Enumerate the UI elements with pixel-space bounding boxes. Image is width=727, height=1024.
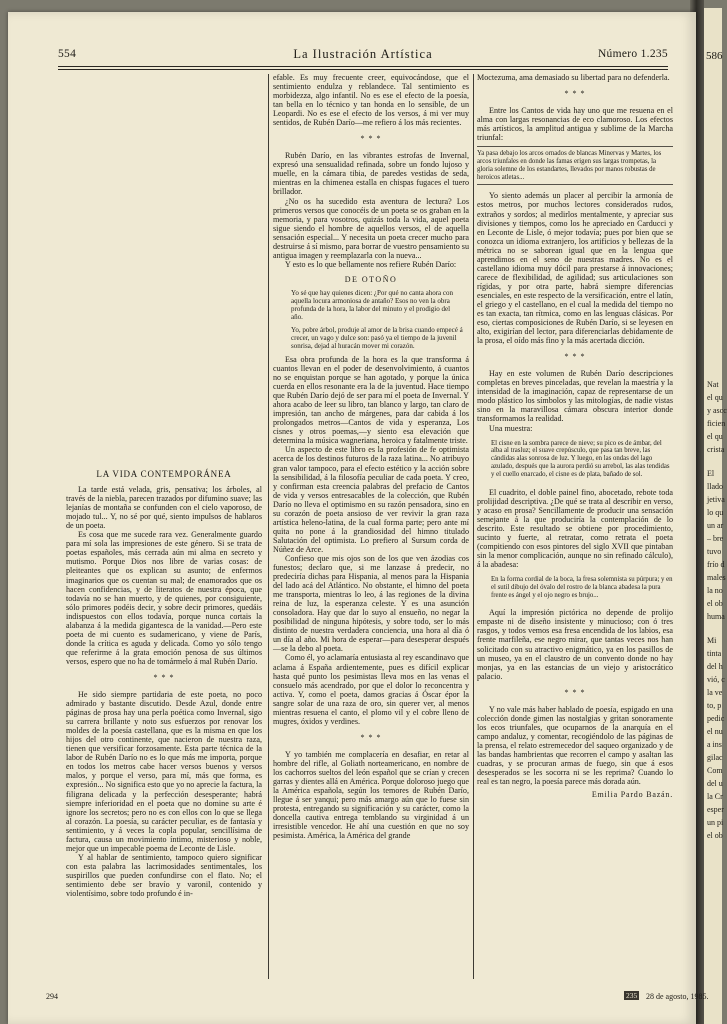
next-page-fragment: la no [707,586,723,595]
paragraph: Y no vale más haber hablado de poesía, espigado en una colección donde gimen las nostalgias y gritan sonoramente los ecos triunfales, que ocuparnos de la anarquía en el campo andaluz, y comentar, recogiéndolo de las páginas de la prensa, el relato estremecedor del saqueo organizado y de las bandas hambrientas que recorren el campo y asaltan las cuadras, y se procuran armas de fuego, sin que á esos desesperados se les socorra ni se les reprima? Cuando lo real es tan negro, la poesía parece más dorada aún. [477,704,673,787]
paragraph: ¿No os ha sucedido esta aventura de lectura? Los primeros versos que conocéis de un poeta se os graban en la memoria, y para vosotros, quizás toda la vida, aquel poeta sigue siendo el hombre de aquellos versos, el de aquella sensación especial... Y necesita un poeta crecer mucho para destruirse á sí mismo, para borrar de vuestro pensamiento su antigua imagen y reemplazarla con la nueva... [273,196,469,260]
verse-quote: Ya pasa debajo los arcos ornados de blancas Minervas y Martes, los arcos triunfales en donde las famas erigen sus largas trompetas, la gloria solemne de los estandartes, llevados por manos robustas de heroicos atletas... [477,146,673,185]
next-page-fragment: del h [707,662,723,671]
next-page-fragment: el ob [707,599,723,608]
next-page-fragment: males [707,573,726,582]
paragraph: Confieso que mis ojos son de los que ven ázodias cos funestos; declaro que, si me lanzase á predecir, no predeciría dichas para Hispania, al menos para la Hispania del lado acá del Atlántico. No obstante, el himno del poeta me transporta, mientras lo leo, á las regiones de la divina reina de luz, la esperanza celeste. Y es una asunción consoladora. Hay que dar lo suyo al ensueño, no negar la posibilidad de ninguna hipótesis, y sobre todo, ser lo más distinto de nuestra verdadera conciencia, una hora al día ó un día al año. Mi hora de esperar—para desesperar después—se la debo al poeta. [273,553,469,654]
next-page-fragment: pedic [707,714,725,723]
verse-quote: En la forma cordial de la boca, la fresa solemnista su púrpura; y en el sutil dibujo del óvalo del rostro de la blanca abadesa la pura frente es ángel y el ojo negro es brujo... [491,575,673,599]
section-divider: * * * [360,134,382,144]
poem [291,289,463,350]
next-page-fragment: Nat [707,380,719,389]
page-number: 554 [58,48,77,60]
next-page-fragment: el nu [707,727,723,736]
next-page-fragment: la Cr [707,792,723,801]
issue-date: 28 de agosto, 1985. [646,992,709,1001]
paragraph: Hay en este volumen de Rubén Darío descripciones completas en breves pinceladas, que revelan la maestría y la intensidad de la imaginación, capaz de representarse de un modo plástico los símbolos y las mitologías, de nadie vistas sino en la maravillosa cámara obscura interior donde transformamos la realidad. [477,369,673,424]
section-divider: * * * [564,89,586,99]
next-page-fragment: El [707,469,715,478]
next-page-fragment: del u [707,779,723,788]
next-page-fragment: lo qu [707,508,724,517]
next-page-fragment: a ins [707,740,722,749]
paragraph: Moctezuma, ama demasiado su libertad para no defenderla. [477,73,670,82]
paragraph: Esa obra profunda de la hora es la que transforma á cuantos llevan en el poder de desenvolvimiento, á cuantos no se enquistan porque se han agotado, y porque la única cuerda en ellos resonante era la de la juventud. Hace tiempo que Rubén Darío dejó de ser para mí el poeta de Invernal. Y ahora acabo de leer su libro, tan blanco y largo, tan claro de impresión, tan ancho de márgenes, para dar cabida á los prolongados metros—Cantos de vida y esperanza, Los cisnes y otros poemas,—y siento esa elevación que determina la música wagneriana, heroica y fatalmente triste. [273,354,469,446]
next-page-fragment: to, p [707,701,722,710]
paragraph: Entre los Cantos de vida hay uno que me resuena en el alma con largas resonancias de eco clamoroso. Los efectos más artísticos, la amplitud antigua y sublime de la Marcha triunfal: [477,106,673,143]
article-column-3 [477,73,673,799]
next-page-fragment: jetiva [707,495,725,504]
paragraph: Aquí la impresión pictórica no depende de prolijo empaste ni de diseño insistente y minucioso; con ó tres rasgos, y todos vemos esa fresa encendida de los labios, esa frente marfileña, ese negro mirar, que tantas veces nos han solicitado con su atractivo enigmático, ya en los pasillos de un museo, ya en el claustro de un convento donde no hay monjas, ya en las estancias de un viejo y aristocrático palacio. [477,608,673,681]
next-page-fragment: frío d [707,560,725,569]
column-separator [268,74,269,979]
next-page-fragment: el ob [707,831,723,840]
magazine-title: La Ilustración Artística [293,47,433,61]
column-separator [473,74,474,979]
section-divider: * * * [564,687,586,697]
header-rule-thin [58,69,668,70]
issue-number: Número 1.235 [597,48,668,60]
next-page-fragment: tuvo [707,547,722,556]
folio-number: 294 [46,992,58,1001]
paragraph: Yo siento además un placer al percibir la armonía de estos metros, por muchos lectores considerados rudos, extraños y sordos; al medirlos mentalmente, y apreciar sus divisiones y tiempos, como los he apreciado en Carducci y en Leconte de Lisle, ó mejor todavía; pues por bien que se conozca un idioma extranjero, los artificios y bellezas de la métrica no se saborean igual que en la lengua que aprendimos en el seno de nuestras madres. No es el castellano idioma muy dócil para prestarse á innovaciones; carece de flexibilidad, de agilidad; sus articulaciones son rígidas, y por otra parte, habrá siempre diferencias esenciales, en este respecto de la versificación, entre el latín, el griego y el castellano, en el cual la medida del tiempo no es tan exacta, tan rítmica, como en las lenguas clásicas. Por eso, ciertas composiciones de Rubén Darío, si se leyesen en alto, exigirían del lector, para diferenciarlas debidamente de la prosa, el oído más fino y la más acertada dicción. [477,191,673,346]
next-page-fragment: – bre [707,534,724,543]
paragraph: Rubén Darío, en las vibrantes estrofas de Invernal, expresó una sensualidad refinada, sobre un fondo lujoso y muelle, en la cámara tibia, de paredes vestidas de seda, mientras en la chimenea estalla en chispas fugaces el tuero brillador. [273,151,469,197]
paragraph: Un aspecto de este libro es la profesión de fe optimista acerca de los destinos futuros de la raza latina... No atribuyo gran valor tampoco, para el efecto estético y la acción sobre la sensibilidad, á la filosofía peculiar de cada poeta. Y creo, y confirman esta creencia palabras del prefacio de Cantos de vida y versos entresacables de la colección, que Rubén Darío no lleva el optimismo en su razón pensadora, sino en su corazón de poeta ansioso de ver revivir la gran raza artística heleno-latina, de la cual forma parte; pero ante mí quita no pone á la grandiosidad del himno titulado Salutación del optimista. Lo prefiero al Sursum corda de Núñez de Arce. [273,445,469,554]
next-page-fragment: el qu [707,432,723,441]
next-page-fragment: un pi [707,818,724,827]
next-page-fragment: llado [707,482,723,491]
paragraph: efable. Es muy frecuente creer, equivocándose, que el sentimiento endulza y reblandece. Tal sentimiento es morbidezza, algo infantil. No es ese el efecto de la poesía, tan bella en lo técnico y tan honda en lo sensible, de un Leopardi. No es ese el efecto de los versos, á mi ver muy sentidos, de Rubén Darío—me refiero á los más recientes. [273,73,469,128]
paragraph: Y al hablar de sentimiento, tampoco quiero significar con esta palabra las lacrimosidades sentimentales, los suspirillos que pueden confundirse con el flato. No; el sentimiento debe ser bravío y varonil, contenido y violentísimo, sobre todo profundo é in- [66,852,262,899]
next-page-edge [704,8,727,1024]
page-header [58,46,668,66]
verse-quote: El cisne en la sombra parece de nieve; su pico es de ámbar, del alba al trasluz; el suave crepúsculo, que pasa tan breve, las cándidas alas sonrosa de luz. Y luego, en las ondas del lago azulado, después que la aurora perdió su arrebol, las alas tendidas y el cuello enarcado, el cisne es de plata, bañado de sol. [491,439,670,478]
next-page-fragment: Mi [707,636,717,645]
section-divider: * * * [360,732,382,742]
paragraph: El cuadrito, el doble painel fino, abocetado, rebote toda prolijidad descriptiva. ¿De qué se trata al describir en verso, y acaso en prosa? Sencillamente de producir una sensación semejante á la que produciría la contemplación de lo descrito. Este resultado se obtiene por procedimiento, sucinto y fuerte, al retratar, como retrata el poeta (compitiendo con esos pintores del siglo XVII que pintaban sin la menor complicación, aunque no sin refinado cálculo), á la abadesa: [477,487,673,569]
next-page-fragment: huma [707,612,725,621]
next-page-fragment: vió, c [707,675,725,684]
poem-stanza: Yo, pobre árbol, produje al amor de la brisa cuando empecé á crecer, un vago y dulce son: pasó ya el tiempo de la juvenil sonrisa, dejad al huracán mover mi corazón. [291,325,463,350]
next-page-fragment: esper [707,805,724,814]
next-page-fragment: un ar [707,521,724,530]
next-page-fragment: ficien [707,419,726,428]
next-page-fragment: el qu [707,393,723,402]
article-column-1 [66,466,262,898]
paragraph: La tarde está velada, gris, pensativa; los árboles, al través de la niebla, parecen trazados por difumino suave; las lejanías de montaña se confunden con el cielo vaporoso, de mojado tul... Y, no sé por qué, siento impulsos de hablaros de un poeta. [66,485,262,531]
next-page-fragment: y ascc [707,406,727,415]
author-signature: Emilia Pardo Bazán. [591,790,673,800]
next-page-fragment: tinta [707,649,722,658]
blank-space [60,82,264,462]
issue-badge: 235 [626,991,638,1000]
paragraph: Es cosa que me sucede rara vez. Generalmente guardo para mí sola las impresiones de este género. Si se trata de poetas españoles, más cerrada aún mi alma en secreto y mutismo. Porque Dios nos libre de varias cosas: de pleiteantes que os explican su asunto; de enfermos imaginarios que os cuentan su mal; de enamorados que os hacen confidencias, y de literatos de nuestra época, que todavía no se han muerto, y de quienes, por consiguiente, sólo primores podéis decir, y sobre decir primores, quedáis indispuestos con ellos todavía, porque nunca cortais la alabanza á la medida gigantesca de la vanidad.—Pero este poeta de mi cuento es sudamericano, y viene de París, donde la crítica es aguda y delicada. Como yo sólo tengo que referirme á la grata emoción penosa de sus últimos versos, espero que no ha de tomármelo á mal Rubén Darío. [66,530,262,666]
next-page-fragment: la ve [707,688,723,697]
paragraph: Como él, yo aclamaría entusiasta al rey escandinavo que aclama á España ardientemente, pues es difícil explicar hasta qué punto los pesimistas lleva mos en las venas el consuelo más acendrado, por que el dolor lo reconcentra y activa. Y, como el poeta, damos gracias á Óscar épor la sangre solar de una raza de oro, sin querer ver, al menos mientras resuena el canto, el plomo vil y el cobre lleno de mugres, óxidos y verdines. [273,653,469,726]
article-column-2 [273,73,469,840]
section-divider: * * * [564,352,586,362]
poem-stanza: Yo sé que hay quienes dicen: ¿Por qué no canta ahora con aquella locura armoniosa de antaño? Esos no ven la obra profunda de la hora, la labor del minuto y el prodigio del año. [291,288,453,321]
paragraph: Y yo también me complacería en desafiar, en retar al hombre del rifle, al Goliath norteamericano, en nombre de los cachorros sueltos del león español que se crían y crecen garras y dientes allá en América. Porque doloroso juego que la América española, según los temores de Rubén Darío, llegue á ser yanqui; pero más amargo aún que lo fuese sin protesta, entregando su significación y su carácter, como la doncella cautiva entrega temblando su virginidad á un irresistible vencedor. He ahí una cuestión en que no soy pesimista. América, la América del grande [273,749,469,841]
paragraph: Y esto es lo que bellamente nos refiere Rubén Darío: [285,259,457,269]
next-page-fragment: Com [707,766,723,775]
section-title: LA VIDA CONTEMPORÁNEA [96,469,232,479]
poem-title: DE OTOÑO [344,274,398,284]
next-page-fragment: crista [707,445,725,454]
section-divider: * * * [153,672,175,682]
paragraph: Una muestra: [489,423,533,433]
header-rule [58,66,668,67]
next-page-fragment: gilac [707,753,723,762]
paragraph: He sido siempre partidaria de este poeta, no poco admirado y bastante discutido. Desde Azul, donde entre páginas de prosa hay una perla poética como Invernal, sigo su carrera brillante y noto sus esfuerzos por renovar los moldes de la poesía castellana, que es la misma en que los hijos del otro continente, que nacieron de nuestra raza, tienen que versificar forzosamente. Esta parte técnica de la labor de Rubén Darío no es lo que más me importa, porque en todos los metros cabe hacer versos buenos y versos malos, y porque el verso, para mí, más que forma, es expresión... No significa esto que yo no aprecie la factura, la filigrana delicada y la perfección desesperante; habrá siempre inferioridad en el poeta que no domine su arte é ignore los secretos; pero no es con ellos con lo que se llega al corazón. La poesía, su carácter peculiar, es de fantasía y sentimiento, y á veces la copla popular, sencillísima de factura, causa un movimiento íntimo, misterioso y noble, mejor que un impecable poema de Leconte de Lisle. [66,689,262,853]
next-page-number: 586 [706,50,723,62]
